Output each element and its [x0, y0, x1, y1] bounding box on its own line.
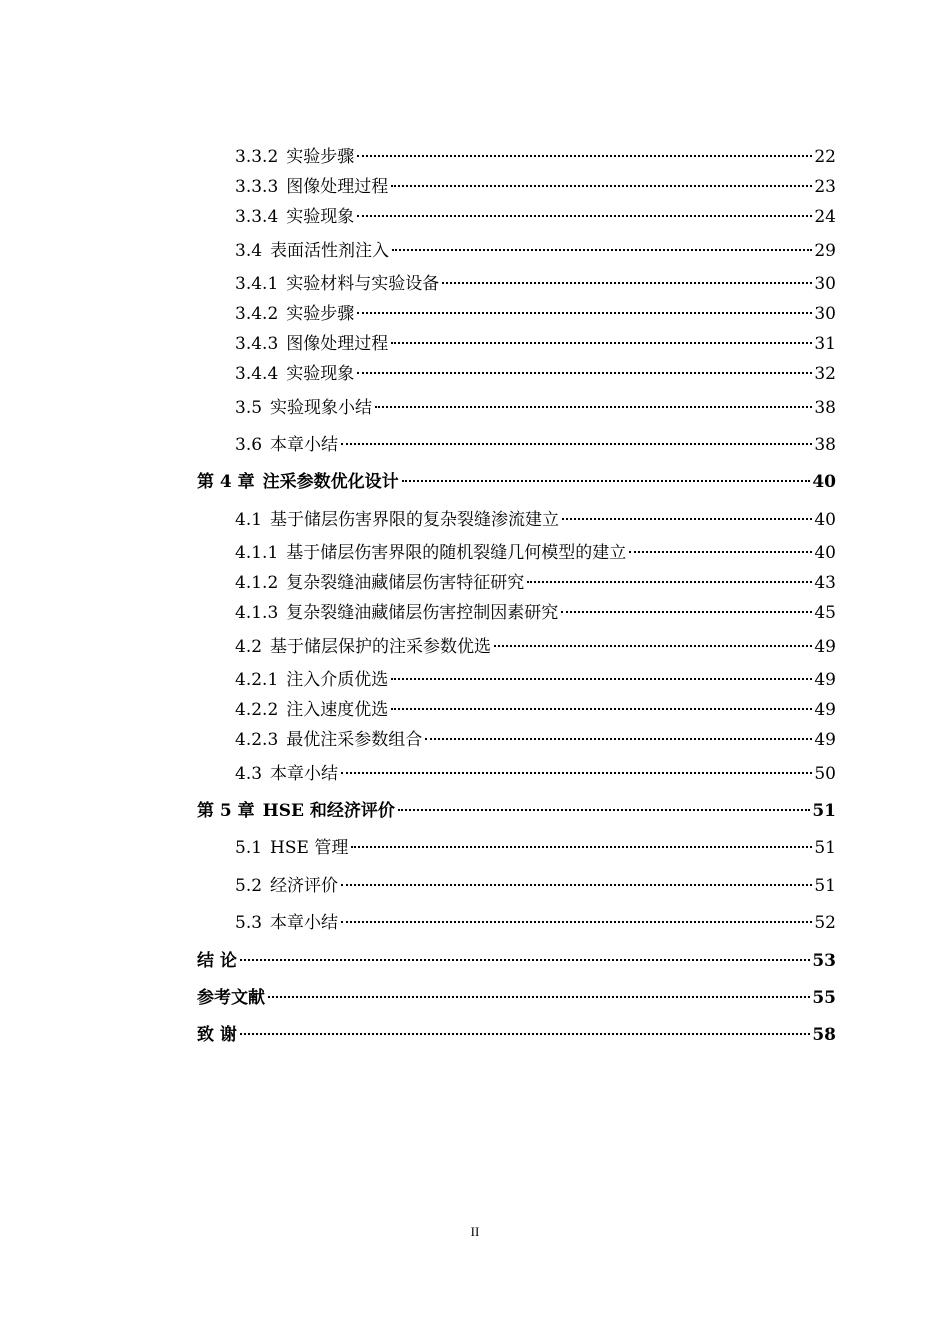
toc-entry-page: 49: [814, 637, 836, 657]
toc-dot-leader: [391, 327, 812, 349]
toc-entry-number: 4.1: [235, 510, 263, 530]
toc-dot-leader: [357, 297, 812, 319]
toc-entry[interactable]: [235, 503, 836, 530]
toc-entry-title: 图像处理过程: [286, 334, 389, 354]
toc-entry-page: 40: [812, 472, 836, 492]
toc-entry-number: 3.3.4: [235, 207, 279, 227]
toc-dot-leader: [402, 465, 811, 487]
toc-entry-title: 基于储层保护的注采参数优选: [270, 637, 492, 657]
toc-entry-title: 本章小结: [270, 913, 339, 933]
toc-dot-leader: [341, 428, 812, 450]
toc-entry-page: 50: [814, 764, 836, 784]
toc-entry-title: 注采参数优化设计: [262, 472, 399, 492]
toc-entry-number: 5.1: [235, 838, 263, 858]
toc-entry[interactable]: [235, 757, 836, 784]
toc-entry-number: 3.6: [235, 435, 263, 455]
toc-dot-leader: [398, 794, 810, 816]
toc-entry-title: 实验步骤: [286, 304, 355, 324]
toc-entry-title: 表面活性剂注入: [270, 241, 390, 261]
toc-entry-number: 4.2.2: [235, 700, 279, 720]
toc-entry-title: 复杂裂缝油藏储层伤害特征研究: [286, 573, 525, 593]
toc-dot-leader: [341, 869, 812, 891]
toc-dot-leader: [240, 1018, 810, 1040]
toc-entry-title: 致 谢: [197, 1025, 237, 1045]
toc-entry[interactable]: [235, 140, 836, 167]
toc-dot-leader: [629, 536, 812, 558]
toc-entry-title: 实验材料与实验设备: [286, 274, 440, 294]
toc-dot-leader: [392, 234, 812, 256]
toc-entry-number: 4.3: [235, 764, 263, 784]
toc-dot-leader: [391, 693, 812, 715]
toc-entry-number: 第 5 章: [197, 801, 255, 821]
toc-dot-leader: [562, 503, 812, 525]
toc-entry-number: 3.3.3: [235, 177, 279, 197]
toc-entry-title: 实验现象: [286, 207, 355, 227]
toc-dot-leader: [268, 981, 810, 1003]
toc-entry-page: 23: [814, 177, 836, 197]
toc-entry-number: 第 4 章: [197, 472, 255, 492]
toc-entry-number: 4.2.1: [235, 670, 279, 690]
toc-entry[interactable]: [235, 630, 836, 657]
toc-dot-leader: [494, 630, 812, 652]
toc-entry[interactable]: [235, 869, 836, 896]
toc-dot-leader: [341, 906, 812, 928]
toc-entry-title: 本章小结: [270, 435, 339, 455]
toc-entry[interactable]: [235, 566, 836, 593]
toc-entry-page: 51: [812, 801, 836, 821]
toc-dot-leader: [341, 757, 812, 779]
toc-entry-number: 4.1.2: [235, 573, 279, 593]
toc-entry-page: 40: [814, 543, 836, 563]
toc-entry[interactable]: [235, 723, 836, 750]
toc-entry[interactable]: [235, 170, 836, 197]
toc-entry[interactable]: [197, 794, 836, 821]
toc-entry-number: 4.2.3: [235, 730, 279, 750]
toc-entry[interactable]: [235, 200, 836, 227]
toc-dot-leader: [357, 357, 812, 379]
toc-entry[interactable]: [235, 391, 836, 418]
toc-entry-title: 基于储层伤害界限的随机裂缝几何模型的建立: [286, 543, 627, 563]
toc-entry-number: 3.5: [235, 398, 263, 418]
page-number: II: [470, 1224, 480, 1239]
toc-entry[interactable]: [197, 944, 836, 971]
toc-dot-leader: [357, 140, 812, 162]
toc-dot-leader: [357, 200, 812, 222]
toc-entry-title: 经济评价: [270, 876, 339, 896]
toc-entry[interactable]: [235, 428, 836, 455]
toc-entry-title: 最优注采参数组合: [286, 730, 423, 750]
toc-entry-title: 注入介质优选: [286, 670, 389, 690]
toc-entry-title: 图像处理过程: [286, 177, 389, 197]
toc-entry-number: 5.3: [235, 913, 263, 933]
toc-entry-page: 38: [814, 435, 836, 455]
toc-entry[interactable]: [235, 906, 836, 933]
toc-entry[interactable]: [235, 831, 836, 858]
toc-dot-leader: [561, 596, 812, 618]
toc-entry-page: 51: [814, 876, 836, 896]
toc-entry-page: 53: [812, 951, 836, 971]
toc-dot-leader: [391, 170, 812, 192]
toc-entry[interactable]: [197, 465, 836, 492]
toc-entry[interactable]: [235, 327, 836, 354]
toc-entry-title: 基于储层伤害界限的复杂裂缝渗流建立: [270, 510, 560, 530]
toc-entry-page: 51: [814, 838, 836, 858]
toc-entry-number: 3.3.2: [235, 147, 279, 167]
toc-dot-leader: [425, 723, 812, 745]
toc-entry-page: 55: [812, 988, 836, 1008]
toc-entry-title: 实验现象: [286, 364, 355, 384]
toc-entry-number: 5.2: [235, 876, 263, 896]
toc-entry[interactable]: [235, 693, 836, 720]
toc-entry-title: HSE 和经济评价: [262, 801, 395, 821]
toc-entry-title: 实验步骤: [286, 147, 355, 167]
toc-entry-title: 注入速度优选: [286, 700, 389, 720]
toc-entry-page: 30: [814, 304, 836, 324]
toc-entry-title: 实验现象小结: [270, 398, 373, 418]
toc-entry-page: 58: [812, 1025, 836, 1045]
toc-entry[interactable]: [197, 981, 836, 1008]
toc-entry-number: 4.1.3: [235, 603, 279, 623]
toc-entry-title: 参考文献: [197, 988, 265, 1008]
toc-entry[interactable]: [235, 267, 836, 294]
toc-entry-page: 45: [814, 603, 836, 623]
toc-dot-leader: [442, 267, 812, 289]
toc-entry[interactable]: [235, 297, 836, 324]
toc-entry-number: 3.4.1: [235, 274, 279, 294]
toc-dot-leader: [375, 391, 812, 413]
toc-entry[interactable]: [235, 596, 836, 623]
toc-entry-title: HSE 管理: [270, 838, 349, 858]
toc-entry[interactable]: [197, 1018, 836, 1045]
toc-entry[interactable]: [235, 234, 836, 261]
toc-entry-title: 复杂裂缝油藏储层伤害控制因素研究: [286, 603, 559, 623]
toc-entry-title: 本章小结: [270, 764, 339, 784]
toc-entry-page: 49: [814, 700, 836, 720]
toc-entry-number: 3.4: [235, 241, 263, 261]
toc-entry-page: 52: [814, 913, 836, 933]
toc-dot-leader: [527, 566, 812, 588]
toc-entry-page: 30: [814, 274, 836, 294]
toc-entry-page: 29: [814, 241, 836, 261]
toc-entry-number: 4.2: [235, 637, 263, 657]
toc-entry-page: 43: [814, 573, 836, 593]
toc-entry-number: 3.4.2: [235, 304, 279, 324]
toc-entry-page: 40: [814, 510, 836, 530]
toc-dot-leader: [351, 831, 812, 853]
toc-entry-page: 38: [814, 398, 836, 418]
toc-entry[interactable]: [235, 663, 836, 690]
toc-entry-page: 22: [814, 147, 836, 167]
toc-entry-number: 3.4.4: [235, 364, 279, 384]
toc-dot-leader: [391, 663, 812, 685]
toc-entry-number: 3.4.3: [235, 334, 279, 354]
toc-entry-page: 49: [814, 730, 836, 750]
toc-entry-page: 32: [814, 364, 836, 384]
toc-entry-page: 24: [814, 207, 836, 227]
toc-entry-page: 49: [814, 670, 836, 690]
toc-entry-page: 31: [814, 334, 836, 354]
toc-dot-leader: [240, 944, 810, 966]
toc-entry-title: 结 论: [197, 951, 237, 971]
toc-entry[interactable]: [235, 357, 836, 384]
toc-entry-number: 4.1.1: [235, 543, 279, 563]
toc-entry[interactable]: [235, 536, 836, 563]
